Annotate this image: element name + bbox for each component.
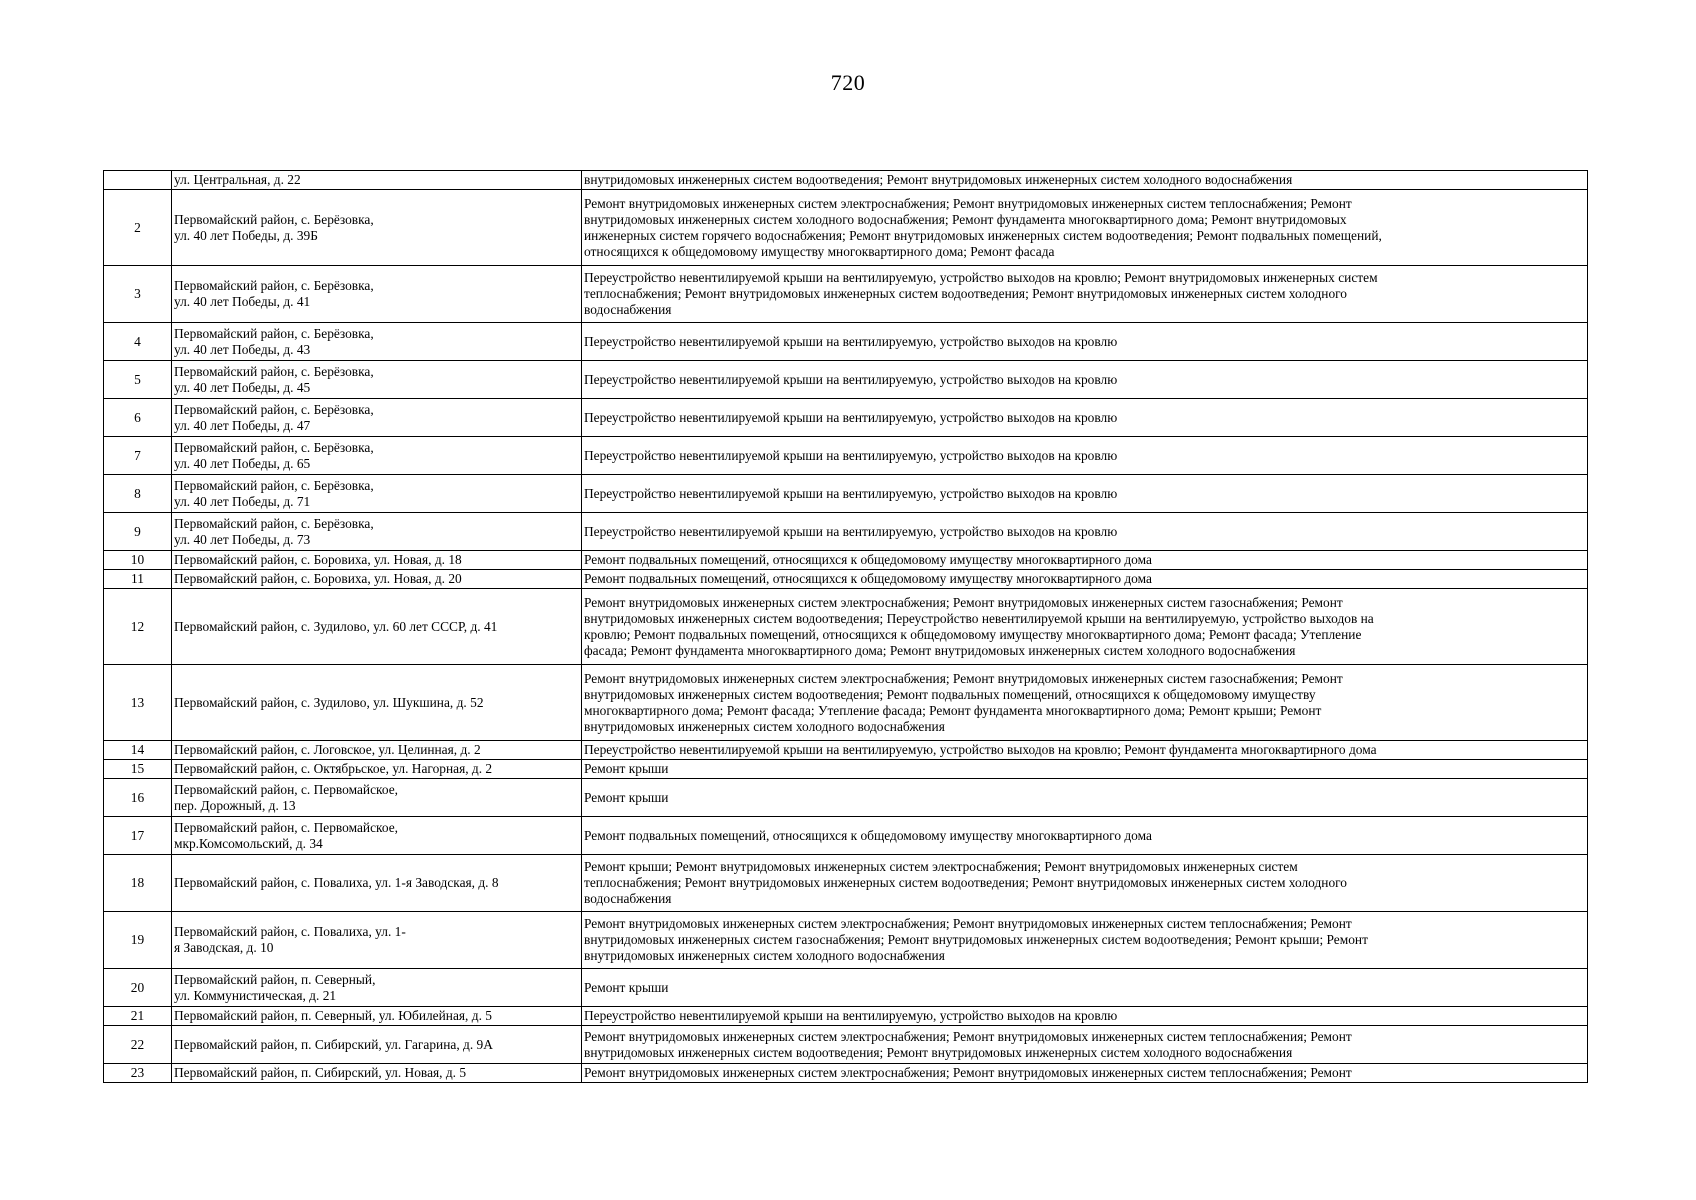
works-cell — [582, 1026, 1588, 1064]
works-cell-line: внутридомовых инженерных систем газоснабжения; Ремонт внутридомовых инженерных систем водоотведения; Ремонт крыши; Ремонт — [584, 932, 1368, 947]
address-cell-line: Первомайский район, с. Зудилово, ул. 60 лет СССР, д. 41 — [174, 618, 498, 634]
address-cell-line: Первомайский район, п. Северный, ул. Юбилейная, д. 5 — [174, 1008, 492, 1023]
address-cell-line: Первомайский район, с. Берёзовка, — [174, 363, 374, 379]
table-row — [104, 323, 1588, 361]
address-cell — [172, 760, 582, 779]
address-cell-line: пер. Дорожный, д. 13 — [174, 797, 296, 813]
table-row — [104, 817, 1588, 855]
table-row — [104, 399, 1588, 437]
works-cell-line: внутридомовых инженерных систем водоотведения; Переустройство невентилируемой крыши на вентилируемую, устройство выходов на — [584, 610, 1374, 626]
row-number-cell: 7 — [104, 437, 172, 475]
address-cell — [172, 817, 582, 855]
works-cell — [582, 1064, 1588, 1083]
works-cell-line: кровлю; Ремонт подвальных помещений, относящихся к общедомовому имуществу многоквартирного дома; Ремонт фасада; Утепление — [584, 626, 1362, 642]
address-cell — [172, 399, 582, 437]
works-cell — [582, 551, 1588, 570]
address-cell — [172, 1007, 582, 1026]
address-cell-line: Первомайский район, с. Октябрьское, ул. Нагорная, д. 2 — [174, 761, 493, 776]
address-cell-line: Первомайский район, с. Берёзовка, — [174, 515, 374, 531]
row-number-cell: 21 — [104, 1007, 172, 1026]
works-cell-line: Ремонт внутридомовых инженерных систем электроснабжения; Ремонт внутридомовых инженерных систем газоснабжения; Ремонт — [584, 670, 1343, 686]
page-number: 720 — [830, 70, 866, 95]
works-cell — [582, 741, 1588, 760]
row-number-cell: 8 — [104, 475, 172, 513]
row-number-cell: 9 — [104, 513, 172, 551]
address-cell-line: ул. 40 лет Победы, д. 45 — [174, 379, 311, 395]
address-cell-line: Первомайский район, с. Повалиха, ул. 1- — [174, 924, 406, 939]
table-row — [104, 513, 1588, 551]
address-cell — [172, 475, 582, 513]
address-cell-line: ул. 40 лет Победы, д. 47 — [174, 417, 311, 433]
table-row — [104, 1026, 1588, 1064]
address-cell-line: Первомайский район, с. Повалиха, ул. 1-я Заводская, д. 8 — [174, 875, 499, 890]
works-cell — [582, 266, 1588, 323]
works-cell-line: многоквартирного дома; Ремонт фасада; Утепление фасада; Ремонт фундамента многоквартирного дома; Ремонт крыши; Ремонт — [584, 702, 1322, 718]
row-number-cell: 22 — [104, 1026, 172, 1064]
address-cell — [172, 361, 582, 399]
address-cell-line: Первомайский район, с. Первомайское, — [174, 819, 398, 835]
works-cell-line: внутридомовых инженерных систем водоотведения; Ремонт внутридомовых инженерных систем холодного водоснабжения — [584, 1044, 1293, 1060]
works-cell-line: Ремонт внутридомовых инженерных систем электроснабжения; Ремонт внутридомовых инженерных систем теплоснабжения; Ремонт — [584, 1065, 1352, 1080]
row-number-cell: 14 — [104, 741, 172, 760]
row-number-cell: 23 — [104, 1064, 172, 1083]
address-cell-line: ул. 40 лет Победы, д. 65 — [174, 455, 311, 471]
works-cell-line: Переустройство невентилируемой крыши на вентилируемую, устройство выходов на кровлю; Ремонт внутридомовых инженерных систем — [584, 270, 1378, 285]
table-row — [104, 361, 1588, 399]
row-number-cell: 3 — [104, 266, 172, 323]
table-row — [104, 760, 1588, 779]
works-cell — [582, 912, 1588, 969]
works-cell-line: Ремонт внутридомовых инженерных систем электроснабжения; Ремонт внутридомовых инженерных систем теплоснабжения; Ремонт — [584, 916, 1352, 931]
table-row — [104, 855, 1588, 912]
table-row — [104, 190, 1588, 266]
works-cell-line: Ремонт подвальных помещений, относящихся к общедомовому имуществу многоквартирного дома — [584, 571, 1152, 586]
table-row — [104, 171, 1588, 190]
address-cell-line: Первомайский район, с. Логовское, ул. Целинная, д. 2 — [174, 742, 481, 757]
works-cell — [582, 1007, 1588, 1026]
address-cell — [172, 570, 582, 589]
works-cell — [582, 570, 1588, 589]
address-cell-line: Первомайский район, с. Берёзовка, — [174, 211, 374, 227]
works-cell-line: внутридомовых инженерных систем водоотведения; Ремонт подвальных помещений, относящихся к общедомовому имуществу — [584, 686, 1316, 702]
address-cell-line: мкр.Комсомольский, д. 34 — [174, 835, 323, 851]
address-cell-line: Первомайский район, с. Берёзовка, — [174, 325, 374, 341]
works-cell-line: теплоснабжения; Ремонт внутридомовых инженерных систем водоотведения; Ремонт внутридомовых инженерных систем холодного — [584, 875, 1348, 890]
table-row — [104, 969, 1588, 1007]
works-cell-line: Переустройство невентилируемой крыши на вентилируемую, устройство выходов на кровлю — [584, 371, 1118, 387]
address-cell — [172, 1064, 582, 1083]
address-cell-line: ул. 40 лет Победы, д. 43 — [174, 341, 311, 357]
table-row — [104, 475, 1588, 513]
works-cell — [582, 817, 1588, 855]
row-number-cell — [104, 171, 172, 190]
row-number-cell: 12 — [104, 589, 172, 665]
address-cell — [172, 266, 582, 323]
address-cell — [172, 190, 582, 266]
address-cell-line: я Заводская, д. 10 — [174, 940, 274, 955]
address-cell — [172, 323, 582, 361]
row-number-cell: 4 — [104, 323, 172, 361]
address-cell — [172, 779, 582, 817]
works-cell — [582, 190, 1588, 266]
works-cell-line: внутридомовых инженерных систем холодного водоснабжения; Ремонт фундамента многоквартирного дома; Ремонт внутридомовых — [584, 211, 1347, 227]
table-row — [104, 1064, 1588, 1083]
works-cell-line: Ремонт подвальных помещений, относящихся к общедомовому имуществу многоквартирного дома — [584, 552, 1152, 567]
works-cell-line: внутридомовых инженерных систем холодного водоснабжения — [584, 948, 945, 963]
address-cell-line: Первомайский район, с. Берёзовка, — [174, 278, 374, 293]
row-number-cell: 5 — [104, 361, 172, 399]
address-cell-line: ул. 40 лет Победы, д. 41 — [174, 294, 311, 309]
works-cell — [582, 513, 1588, 551]
table-body — [104, 171, 1588, 1083]
works-cell — [582, 171, 1588, 190]
works-cell-line: Переустройство невентилируемой крыши на вентилируемую, устройство выходов на кровлю; Ремонт фундамента многоквартирного дома — [584, 742, 1377, 757]
address-cell — [172, 969, 582, 1007]
address-cell — [172, 741, 582, 760]
works-cell-line: инженерных систем горячего водоснабжения; Ремонт внутридомовых инженерных систем водоотведения; Ремонт подвальных помещений, — [584, 227, 1382, 243]
table-row — [104, 551, 1588, 570]
table-row — [104, 665, 1588, 741]
address-cell-line: ул. Центральная, д. 22 — [174, 172, 301, 187]
works-cell-line: водоснабжения — [584, 891, 672, 906]
row-number-cell: 17 — [104, 817, 172, 855]
address-cell — [172, 551, 582, 570]
table-row — [104, 912, 1588, 969]
row-number-cell: 2 — [104, 190, 172, 266]
works-cell-line: Переустройство невентилируемой крыши на вентилируемую, устройство выходов на кровлю — [584, 447, 1118, 463]
row-number-cell: 16 — [104, 779, 172, 817]
works-cell-line: Переустройство невентилируемой крыши на вентилируемую, устройство выходов на кровлю — [584, 409, 1118, 425]
works-cell-line: Переустройство невентилируемой крыши на вентилируемую, устройство выходов на кровлю — [584, 485, 1118, 501]
address-cell — [172, 437, 582, 475]
works-cell-line: Ремонт подвальных помещений, относящихся к общедомовому имуществу многоквартирного дома — [584, 827, 1152, 843]
table-row — [104, 589, 1588, 665]
address-cell-line: Первомайский район, с. Боровиха, ул. Новая, д. 18 — [174, 552, 462, 567]
works-cell-line: Ремонт крыши — [584, 789, 669, 805]
works-cell — [582, 760, 1588, 779]
works-cell — [582, 437, 1588, 475]
address-cell — [172, 665, 582, 741]
address-cell — [172, 513, 582, 551]
row-number-cell: 10 — [104, 551, 172, 570]
table-row — [104, 266, 1588, 323]
works-cell-line: Ремонт крыши — [584, 979, 669, 995]
works-cell — [582, 969, 1588, 1007]
table-row — [104, 741, 1588, 760]
row-number-cell: 6 — [104, 399, 172, 437]
address-cell-line: Первомайский район, п. Сибирский, ул. Гагарина, д. 9А — [174, 1036, 493, 1052]
row-number-cell: 18 — [104, 855, 172, 912]
works-cell — [582, 855, 1588, 912]
works-cell — [582, 665, 1588, 741]
works-cell-line: Переустройство невентилируемой крыши на вентилируемую, устройство выходов на кровлю — [584, 523, 1118, 539]
address-cell-line: Первомайский район, с. Берёзовка, — [174, 401, 374, 417]
table-row — [104, 1007, 1588, 1026]
address-cell-line: Первомайский район, п. Сибирский, ул. Новая, д. 5 — [174, 1065, 467, 1080]
repair-works-table — [103, 170, 1588, 1083]
row-number-cell: 15 — [104, 760, 172, 779]
address-cell-line: Первомайский район, с. Первомайское, — [174, 781, 398, 797]
address-cell-line: Первомайский район, с. Зудилово, ул. Шукшина, д. 52 — [174, 694, 484, 710]
works-cell-line: водоснабжения — [584, 302, 672, 317]
works-cell-line: внутридомовых инженерных систем холодного водоснабжения — [584, 718, 945, 734]
address-cell — [172, 912, 582, 969]
address-cell-line: Первомайский район, с. Берёзовка, — [174, 439, 374, 455]
works-cell-line: Переустройство невентилируемой крыши на вентилируемую, устройство выходов на кровлю — [584, 1008, 1118, 1023]
table-row — [104, 437, 1588, 475]
address-cell-line: Первомайский район, с. Боровиха, ул. Новая, д. 20 — [174, 571, 462, 586]
works-cell — [582, 323, 1588, 361]
address-cell — [172, 171, 582, 190]
works-cell-line: внутридомовых инженерных систем водоотведения; Ремонт внутридомовых инженерных систем холодного водоснабжения — [584, 172, 1293, 187]
table-row — [104, 570, 1588, 589]
row-number-cell: 20 — [104, 969, 172, 1007]
address-cell — [172, 1026, 582, 1064]
works-cell-line: теплоснабжения; Ремонт внутридомовых инженерных систем водоотведения; Ремонт внутридомовых инженерных систем холодного — [584, 286, 1348, 301]
works-cell — [582, 779, 1588, 817]
works-cell-line: Ремонт крыши; Ремонт внутридомовых инженерных систем электроснабжения; Ремонт внутридомовых инженерных систем — [584, 859, 1298, 874]
row-number-cell: 19 — [104, 912, 172, 969]
address-cell-line: ул. 40 лет Победы, д. 73 — [174, 531, 311, 547]
row-number-cell: 11 — [104, 570, 172, 589]
row-number-cell: 13 — [104, 665, 172, 741]
works-cell-line: Ремонт крыши — [584, 761, 669, 776]
address-cell-line: Первомайский район, с. Берёзовка, — [174, 477, 374, 493]
works-cell — [582, 399, 1588, 437]
address-cell-line: Первомайский район, п. Северный, — [174, 971, 376, 987]
address-cell-line: ул. 40 лет Победы, д. 39Б — [174, 227, 318, 243]
works-cell-line: Ремонт внутридомовых инженерных систем электроснабжения; Ремонт внутридомовых инженерных систем газоснабжения; Ремонт — [584, 594, 1343, 610]
works-cell-line: Переустройство невентилируемой крыши на вентилируемую, устройство выходов на кровлю — [584, 333, 1118, 349]
works-cell — [582, 589, 1588, 665]
address-cell — [172, 589, 582, 665]
works-cell-line: Ремонт внутридомовых инженерных систем электроснабжения; Ремонт внутридомовых инженерных систем теплоснабжения; Ремонт — [584, 195, 1352, 211]
works-cell — [582, 361, 1588, 399]
table-row — [104, 779, 1588, 817]
address-cell-line: ул. Коммунистическая, д. 21 — [174, 987, 337, 1003]
works-cell-line: фасада; Ремонт фундамента многоквартирного дома; Ремонт внутридомовых инженерных систем холодного водоснабжения — [584, 642, 1296, 658]
works-cell-line: Ремонт внутридомовых инженерных систем электроснабжения; Ремонт внутридомовых инженерных систем теплоснабжения; Ремонт — [584, 1028, 1352, 1044]
works-cell — [582, 475, 1588, 513]
address-cell-line: ул. 40 лет Победы, д. 71 — [174, 493, 311, 509]
address-cell — [172, 855, 582, 912]
works-cell-line: относящихся к общедомовому имуществу многоквартирного дома; Ремонт фасада — [584, 243, 1055, 259]
